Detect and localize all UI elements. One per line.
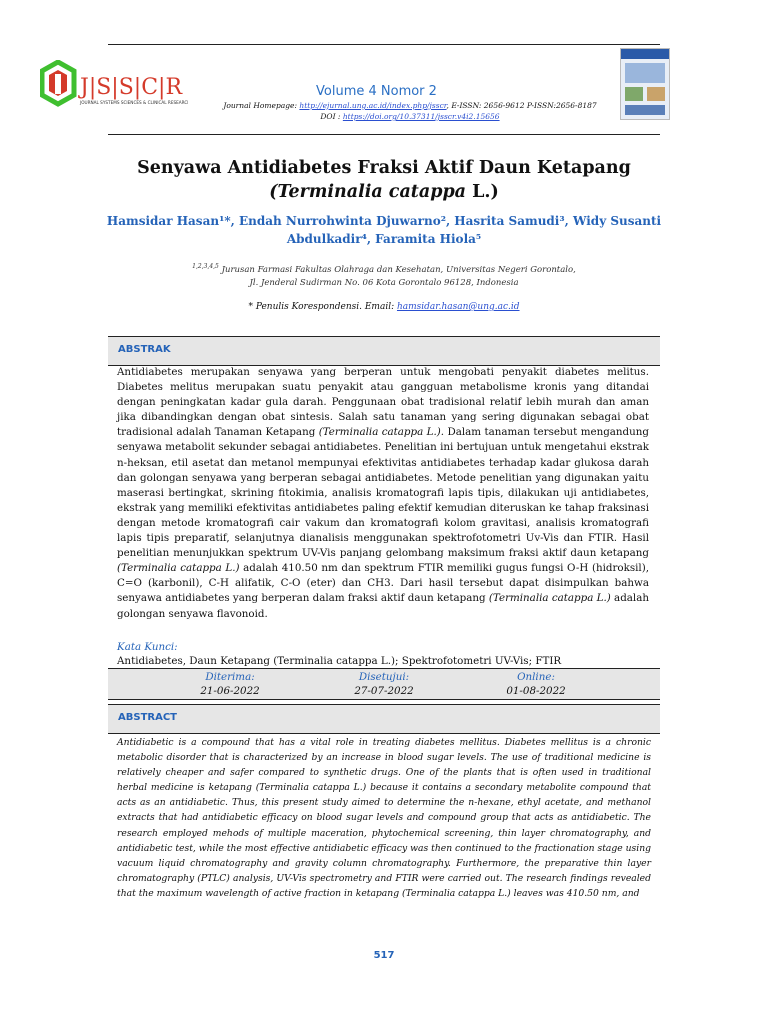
abstrak-heading: ABSTRAK (118, 344, 171, 355)
svg-text:JOURNAL SYSTEMS SCIENCES & CLI: JOURNAL SYSTEMS SCIENCES & CLINICAL RESEARCH (80, 100, 188, 105)
svg-text:J|S|S|C|R: J|S|S|C|R (80, 75, 183, 100)
affiliation: $^{1,2,3,4,5}$ Jurusan Farmasi Fakultas Olahraga dan Kesehatan, Universitas Negeri Gorontalo, Jl. Jenderal Sudirman No. 06 Kota Gorontalo 96128, Indonesia (192, 263, 576, 288)
journal-homepage-line: Journal Homepage: http://ejurnal.ung.ac.id/index.php/jsscr, E-ISSN: 2656-9612 P-ISSN:2656-8187 DOI : https://doi.org/10.37311/jsscr.v4i2.15656 (223, 101, 597, 121)
dates-bar (108, 668, 660, 700)
keywords-text: Antidiabetes, Daun Ketapang (Terminalia catappa L.); Spektrofotometri UV-Vis; FTIR (117, 655, 562, 667)
abstract-english-text: Antidiabetic is a compound that has a vital role in treating diabetes mellitus. Diabetes mellitus is a chronic metabolic disorder that is characterized by an increase in blood sugar levels. The use of traditional medicine is relatively cheaper and safer compared to synthetic drugs. One of the plants that is often used in traditional herbal medicine is ketapang (Terminalia catappa L.) because it contains a secondary metabolite compound that acts as an antidiabetic. Thus, this present study aimed to determine the n-hexane, ethyl acetate, and methanol extracts that had antidiabetic efficacy on blood sugar levels and compound group that acts as antidiabetic. The research employed mehods of multiple maceration, phytochemical screening, thin layer chromatography, and antidiabetic test, while the most effective antidiabetic efficacy was then continued to the fractionation stage using vacuum liquid chromatography and gravity column chromatography. Furthermore, the preparative thin layer chromatography (PTLC) analysis, UV-Vis spectrometry and FTIR were carried out. The research findings revealed that the maximum wavelength of active fraction in ketapang (Terminalia catappa L.) leaves was 410.50 nm, and (117, 737, 651, 899)
volume-label: Volume 4 Nomor 2 (316, 84, 437, 99)
journal-logo (40, 60, 188, 118)
abstract-heading-bar (108, 704, 660, 734)
corresponding-email-link[interactable]: hamsidar.hasan@ung.ac.id (396, 302, 520, 312)
keywords-label: Kata Kunci: (117, 641, 178, 653)
homepage-link[interactable]: http://ejurnal.ung.ac.id/index.php/jsscr (299, 101, 447, 110)
doi-link[interactable]: https://doi.org/10.37311/jsscr.v4i2.15656 (342, 112, 500, 121)
abstract-heading: ABSTRACT (118, 712, 177, 723)
top-rule (108, 44, 660, 45)
abstrak-heading-bar (108, 336, 660, 366)
keywords-block (117, 640, 649, 668)
paper-title: Senyawa Antidiabetes Fraksi Aktif Daun Ketapang (Terminalia catappa L.) (137, 158, 631, 202)
accepted-date: Disetujui: 27-07-2022 (354, 671, 414, 697)
author-list: Hamsidar Hasan¹*, Endah Nurrohwinta Djuwarno², Hasrita Samudi³, Widy Susanti Abdulkadir⁴, Faramita Hiola⁵ (106, 214, 662, 246)
abstrak-text: Antidiabetes merupakan senyawa yang berperan untuk mengobati penyakit diabetes melitus. Diabetes melitus merupakan suatu penyakit atau gangguan metabolisme kronis yang ditandai dengan peningkatan kadar gula darah. Penggunaan obat tradisional relatif lebih murah dan aman jika dibandingkan dengan obat sintesis. Salah satu tanaman yang sering digunakan sebagai obat tradisional adalah Tanaman Ketapang (Terminalia catappa L.). Dalam tanaman tersebut mengandung senyawa metabolit sekunder sebagai antidiabetes. Penelitian ini bertujuan untuk mengetahui ekstrak n-heksan, etil asetat dan metanol mempunyai efektivitas antidiabetes terhadap kadar glukosa darah dan golongan senyawa yang berperan sebagai antidiabetes. Metode penelitian yang digunakan yaitu maserasi bertingkat, skrining fitokimia, analisis kromatografi lapis tipis, dilakukan uji antidiabetes, ekstrak yang memiliki efektivitas antidiabetes paling efektif kemudian diteruskan ke tahap fraksinasi dengan metode kromatografi cair vakum dan kromatografi kolom gravitasi, analisis kromatografi lapis tipis preparatif, selanjutnya dianalisis menggunakan spektrofotometri Uv-Vis dan FTIR. Hasil penelitian menunjukkan spektrum UV-Vis panjang gelombang maksimum fraksi aktif daun ketapang (Terminalia catappa L.) adalah 410.50 nm dan spektrum FTIR memiliki gugus fungsi O-H (hidroksil), C=O (karbonil), C-H alifatik, C-O (eter) dan CH3. Dari hasil tersebut dapat disimpulkan bahwa senyawa antidiabetes yang berperan dalam fraksi aktif daun ketapang (Terminalia catappa L.) adalah golongan senyawa flavonoid. (117, 366, 650, 620)
header-rule (108, 134, 660, 135)
page-number: 517 (373, 950, 395, 961)
received-date: Diterima: 21-06-2022 (200, 671, 260, 697)
online-date: Online: 01-08-2022 (506, 671, 566, 697)
corresponding-author: * Penulis Korespondensi. Email: hamsidar.hasan@ung.ac.id (248, 302, 520, 312)
journal-cover-thumbnail (620, 48, 670, 120)
